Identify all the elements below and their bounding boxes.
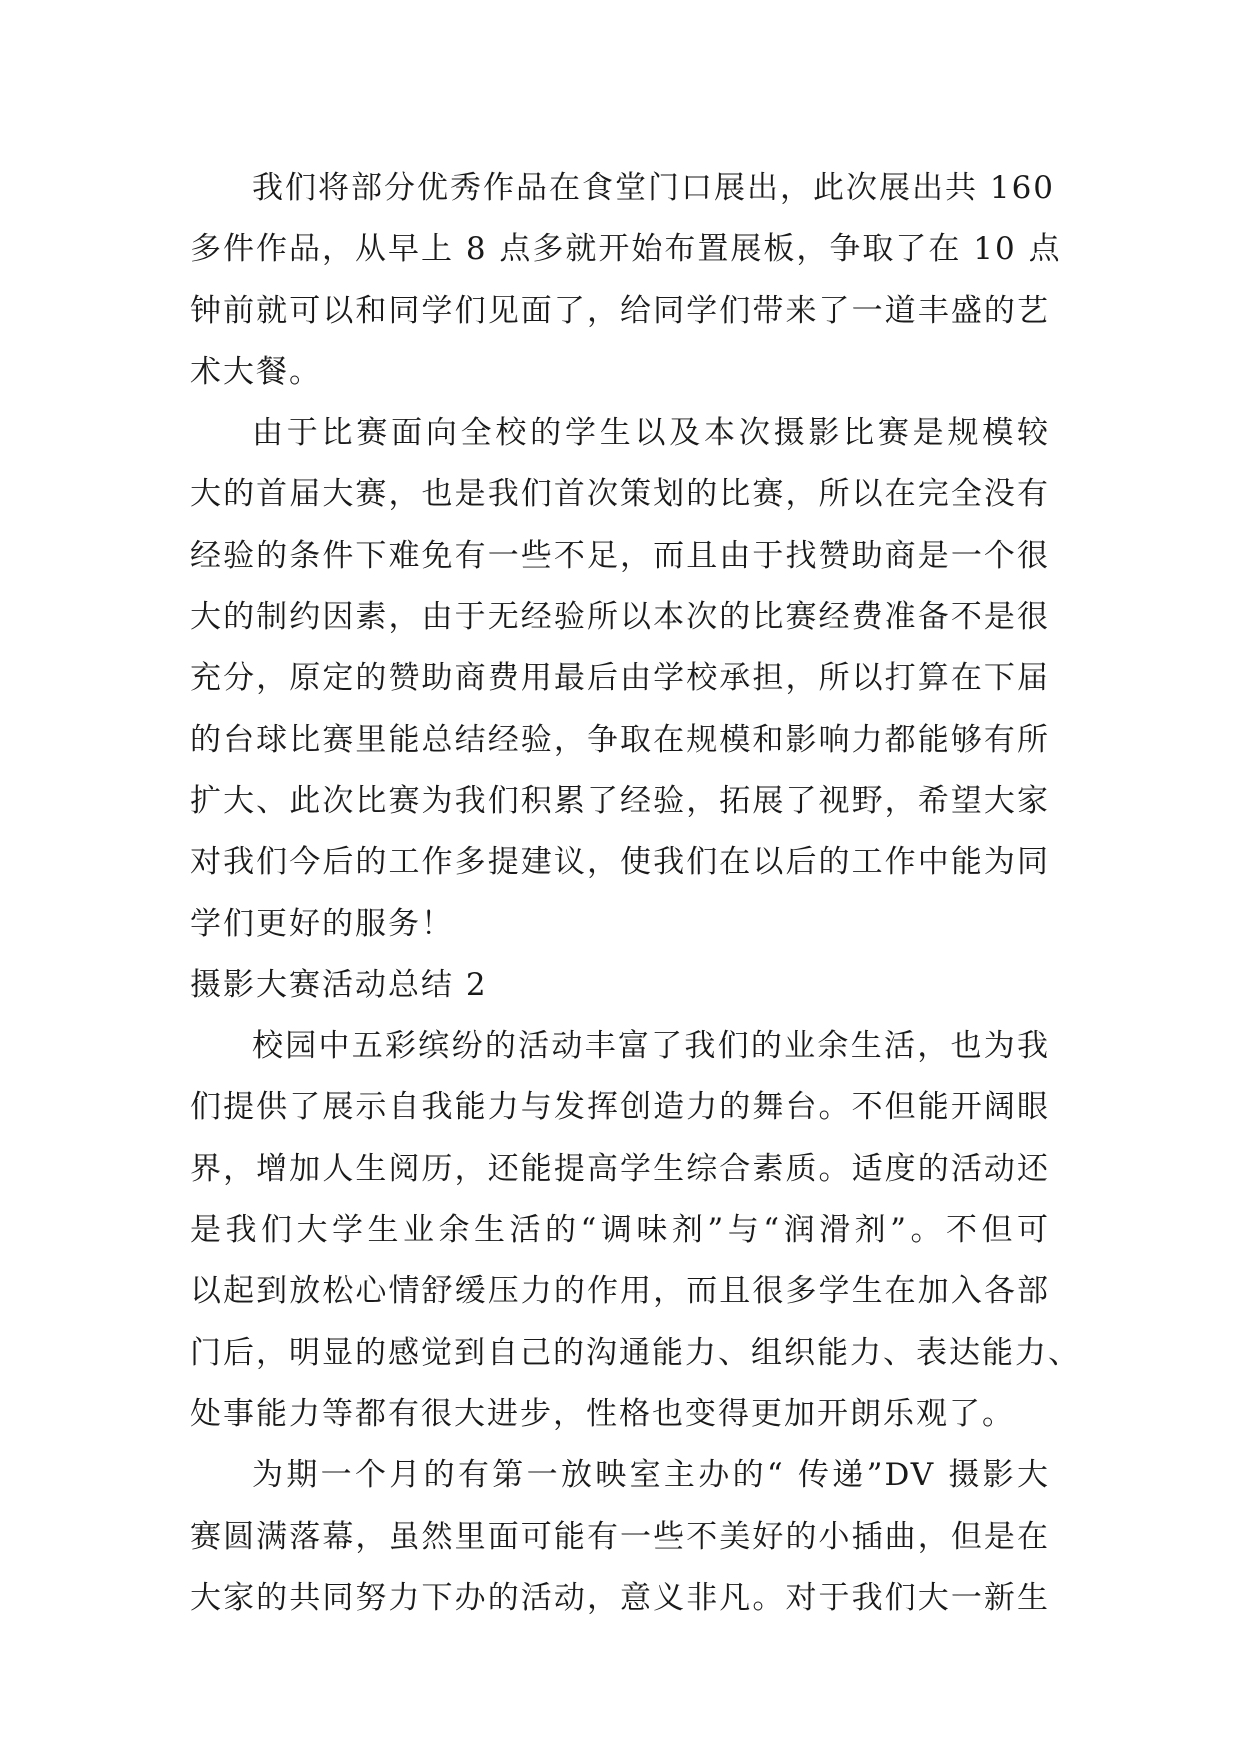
- text-line: 赛圆满落幕，虽然里面可能有一些不美好的小插曲，但是在: [190, 1518, 1050, 1555]
- text-line: 多件作品，从早上 8 点多就开始布置展板，争取了在 10 点: [190, 231, 1062, 268]
- text-line: 界，增加人生阅历，还能提高学生综合素质。适度的活动还: [190, 1150, 1050, 1187]
- text-line: 门后，明显的感觉到自己的沟通能力、组织能力、表达能力、: [190, 1334, 1081, 1371]
- text-line: 经验的条件下难免有一些不足，而且由于找赞助商是一个很: [190, 537, 1050, 574]
- text-line: 术大餐。: [190, 353, 322, 390]
- paragraph-dv-contest: [190, 1445, 1050, 1629]
- paragraph-exhibition: [190, 158, 1062, 403]
- text-line: 充分，原定的赞助商费用最后由学校承担，所以打算在下届: [190, 660, 1050, 697]
- text-line: 大的制约因素，由于无经验所以本次的比赛经费准备不是很: [190, 599, 1050, 636]
- text-line: 们提供了展示自我能力与发挥创造力的舞台。不但能开阔眼: [190, 1089, 1050, 1126]
- text-line: 扩大、此次比赛为我们积累了经验，拓展了视野，希望大家: [190, 782, 1050, 819]
- text-line: 大家的共同努力下办的活动，意义非凡。对于我们大一新生: [190, 1579, 1050, 1616]
- text-line: 大的首届大赛，也是我们首次策划的比赛，所以在完全没有: [190, 476, 1050, 513]
- paragraph-campus-activities: [190, 1016, 1081, 1445]
- text-line: 由于比赛面向全校的学生以及本次摄影比赛是规模较: [252, 415, 1050, 452]
- paragraph-reflection: [190, 403, 1050, 955]
- text-line: 我们将部分优秀作品在食堂门口展出，此次展出共 160: [252, 170, 1056, 206]
- document-body: [190, 158, 1081, 1629]
- text-line: 处事能力等都有很大进步，性格也变得更加开朗乐观了。: [190, 1395, 1015, 1432]
- section-heading: [190, 955, 1050, 1016]
- heading-text: 摄影大赛活动总结 2: [190, 966, 488, 1003]
- text-line: 校园中五彩缤纷的活动丰富了我们的业余生活，也为我: [252, 1028, 1050, 1065]
- text-line: 学们更好的服务！: [190, 905, 454, 942]
- text-line: 的台球比赛里能总结经验，争取在规模和影响力都能够有所: [190, 721, 1050, 758]
- text-line: 以起到放松心情舒缓压力的作用，而且很多学生在加入各部: [190, 1273, 1050, 1310]
- text-line: 对我们今后的工作多提建议，使我们在以后的工作中能为同: [190, 844, 1050, 881]
- text-line: 是我们大学生业余生活的“调味剂”与“润滑剂”。不但可: [190, 1212, 1050, 1249]
- text-line: 钟前就可以和同学们见面了，给同学们带来了一道丰盛的艺: [190, 292, 1050, 329]
- text-line: 为期一个月的有第一放映室主办的“ 传递”DV 摄影大: [252, 1457, 1050, 1494]
